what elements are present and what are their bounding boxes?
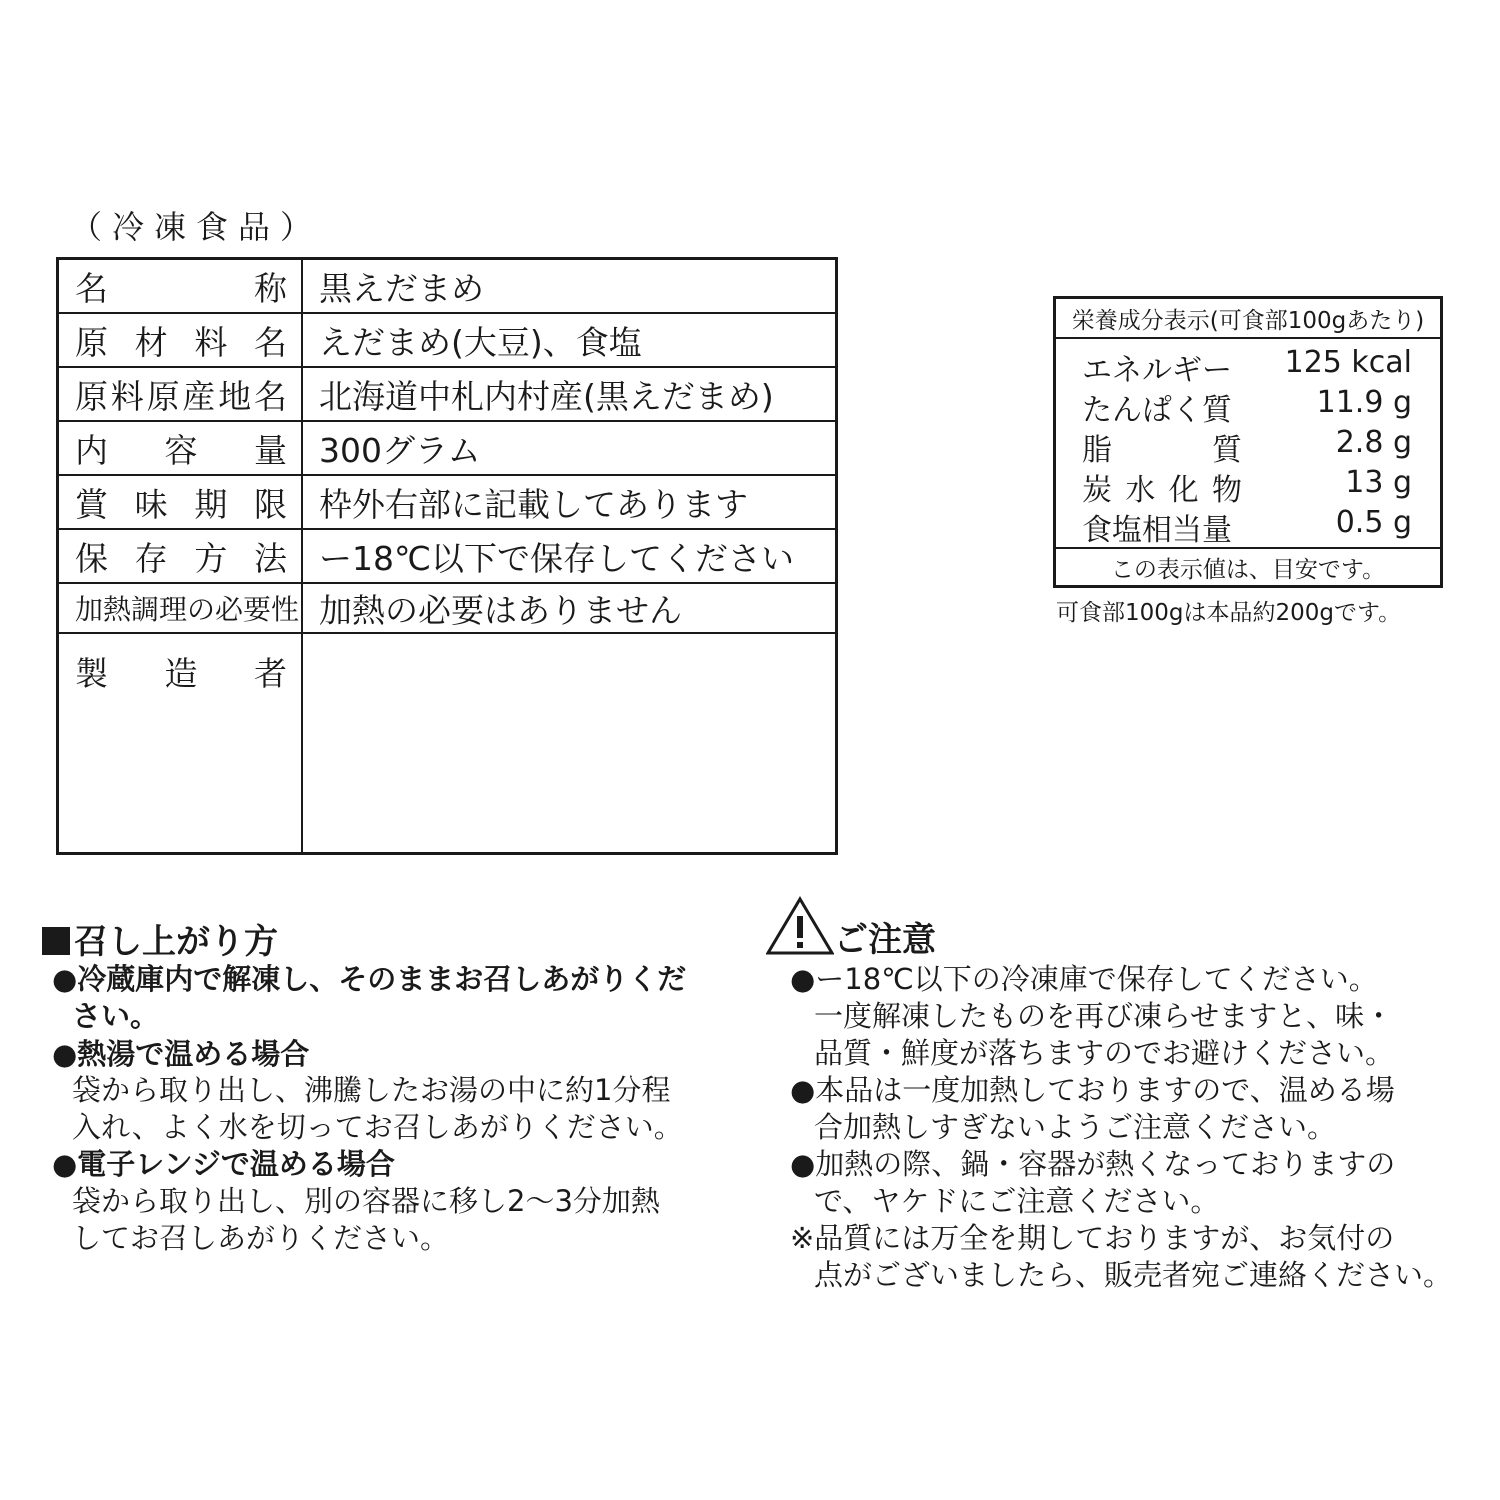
nutrition-header: 栄養成分表示(可食部100gあたり) — [1056, 299, 1440, 339]
row-value-heating: 加熱の必要はありません — [319, 590, 682, 630]
nutrient-value: 125 kcal — [1284, 345, 1412, 380]
row-key-storage: 保 存 方 法 — [59, 530, 303, 582]
nutrient-value: 13 g — [1345, 465, 1412, 500]
row-value-manufacturer — [303, 634, 835, 852]
serving-line: ●電子レンジで温める場合 — [52, 1147, 395, 1181]
row-key-best-before: 賞 味 期 限 — [59, 476, 303, 528]
caution-line: ※品質には万全を期しておりますが、お気付の — [790, 1221, 1395, 1255]
nutrition-note: 可食部100gは本品約200gです。 — [1056, 600, 1402, 626]
row-value-name: 黒えだまめ — [319, 268, 484, 308]
row-key-manufacturer: 製 造 者 — [59, 634, 303, 852]
serving-line: ●冷蔵庫内で解凍し、そのままお召しあがりくだ — [52, 962, 687, 996]
caution-title-text: ご注意 — [834, 920, 936, 960]
caution-line: ●ー18℃以下の冷凍庫で保存してください。 — [790, 962, 1378, 996]
nutrient-name: 食塩相当量 — [1082, 513, 1232, 548]
serving-line: 袋から取り出し、沸騰したお湯の中に約1分程 — [72, 1073, 671, 1107]
nutrition-row — [1082, 345, 1412, 388]
caution-line: 品質・鮮度が落ちますのでお避けください。 — [814, 1036, 1395, 1070]
row-value-best-before: 枠外右部に記載してあります — [319, 484, 748, 524]
table-row — [59, 314, 835, 368]
square-bullet-icon — [42, 927, 70, 955]
caution-line: 合加熱しすぎないようご注意ください。 — [814, 1110, 1337, 1144]
caution-line: ●本品は一度加熱しておりますので、温める場 — [790, 1073, 1395, 1107]
table-row — [59, 584, 835, 634]
nutrient-name: エネルギー — [1082, 353, 1232, 388]
row-value-content: 300グラム — [319, 430, 481, 470]
row-key-origin: 原 料 原 産 地 名 — [59, 368, 303, 420]
nutrient-name: 脂 質 — [1082, 433, 1242, 468]
table-row — [59, 634, 835, 852]
table-row — [59, 368, 835, 422]
caution-line: ●加熱の際、鍋・容器が熱くなっておりますの — [790, 1147, 1396, 1181]
nutrition-row — [1082, 465, 1412, 508]
serving-line: さい。 — [72, 999, 160, 1033]
nutrition-facts-box — [1053, 296, 1443, 588]
serving-title — [42, 914, 278, 963]
product-label-table — [56, 257, 838, 855]
serving-line: 入れ、よく水を切ってお召しあがりください。 — [72, 1110, 683, 1144]
serving-line: してお召しあがりください。 — [72, 1221, 450, 1255]
table-row — [59, 260, 835, 314]
row-key-name: 名 称 — [59, 260, 303, 312]
serving-line: ●熱湯で温める場合 — [52, 1037, 310, 1071]
nutrition-row — [1082, 385, 1412, 428]
serving-title-text: 召し上がり方 — [74, 922, 278, 962]
row-key-heating: 加熱調理の必要性 — [59, 584, 303, 632]
nutrient-value: 2.8 g — [1335, 425, 1412, 460]
table-row — [59, 422, 835, 476]
nutrient-name: たんぱく質 — [1082, 393, 1232, 428]
nutrition-row — [1082, 505, 1412, 548]
nutrient-value: 0.5 g — [1335, 505, 1412, 540]
table-row — [59, 530, 835, 584]
caution-line: 一度解凍したものを再び凍らせますと、味・ — [814, 999, 1394, 1033]
nutrient-value: 11.9 g — [1316, 385, 1412, 420]
row-value-storage: ー18℃以下で保存してください — [319, 538, 795, 578]
nutrient-name: 炭 水 化 物 — [1082, 473, 1242, 508]
nutrition-footer: この表示値は、目安です。 — [1056, 547, 1440, 585]
row-value-origin: 北海道中札内村産(黒えだまめ) — [319, 376, 774, 416]
serving-line: 袋から取り出し、別の容器に移し2〜3分加熱 — [72, 1184, 660, 1218]
table-row — [59, 476, 835, 530]
nutrition-row — [1082, 425, 1412, 468]
frozen-food-label: （冷凍食品） — [70, 208, 323, 246]
warning-icon — [766, 896, 834, 956]
row-value-ingredients: えだまめ(大豆)、食塩 — [319, 322, 642, 362]
row-key-content: 内 容 量 — [59, 422, 303, 474]
caution-line: 点がございましたら、販売者宛ご連絡ください。 — [814, 1258, 1453, 1292]
caution-line: で、ヤケドにご注意ください。 — [814, 1184, 1220, 1218]
row-key-ingredients: 原 材 料 名 — [59, 314, 303, 366]
